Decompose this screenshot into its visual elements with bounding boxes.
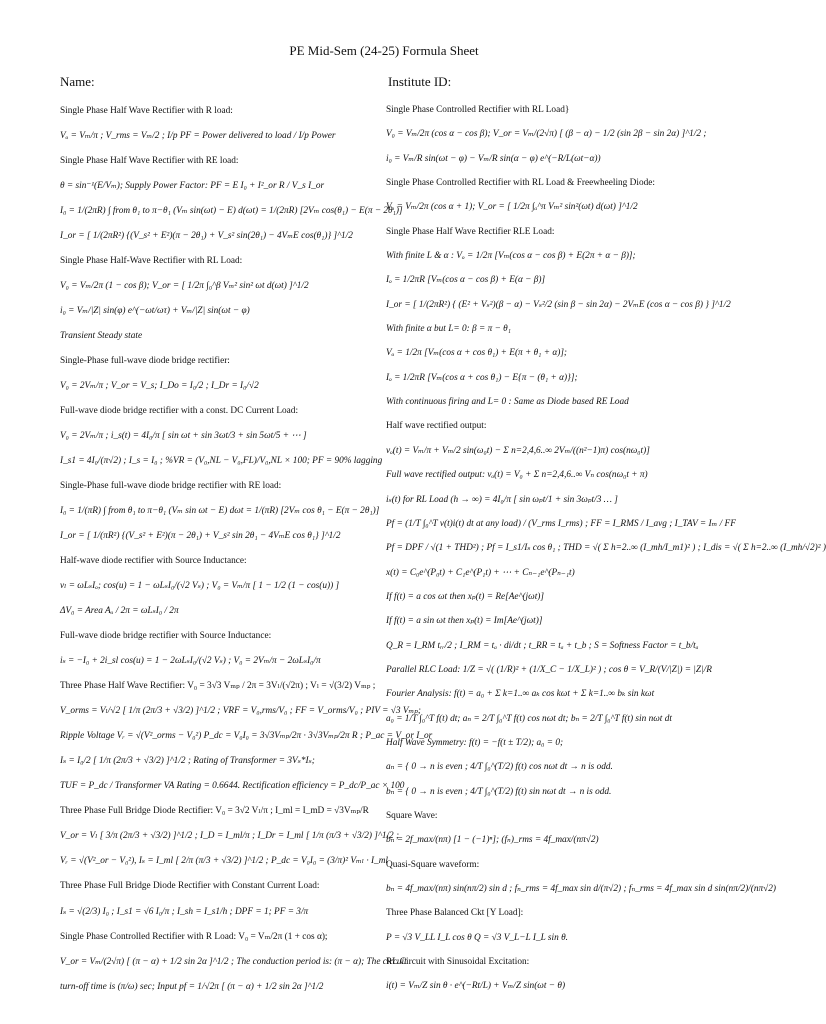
formula-line: With continuous firing and L= 0 : Same as Diode based RE Load	[386, 397, 629, 408]
section-heading: Full-wave diode bridge rectifier with a const. DC Current Load:	[60, 406, 299, 417]
section-heading: Square Wave:	[386, 810, 438, 821]
formula-line: Iₒ = 1/2πR [Vₘ(cos α + cos θ₁) − E{π − (θ₁ + α)}];	[386, 372, 578, 383]
formula-line: TUF = P_dc / Transformer VA Rating = 0.6644. Rectification efficiency = P_dc/P_ac × 100	[60, 781, 405, 792]
formula-line: Iₛ = I₀/2 [ 1/π (2π/3 + √3/2) ]^1/2 ; Rating of Transformer = 3Vₛ*Iₛ;	[60, 756, 315, 767]
section-heading: Three Phase Full Bridge Diode Rectifier with Constant Current Load:	[60, 881, 320, 892]
formula-line: bₙ = { 0 → n is even ; 4/T ∫₀^(T/2) f(t) sin nωt dt → n is odd.	[386, 786, 612, 797]
formula-line: iₛ = −I₀ + 2i_sl cos(u) = 1 − 2ωLₛI₀/(√2 Vₛ) ; V₀ = 2Vₘ/π − 2ωLₛI₀/π	[60, 656, 321, 667]
section-heading: Three Phase Balanced Ckt [Y Load]:	[386, 908, 524, 919]
formula-line: bₙ = 4f_max/(nπ) sin(nπ/2) sin d ; fₙ_rms = 4f_max sin d/(π√2) ; fₙ_rms = 4f_max sin d sin(nπ/2)/(nπ√2)	[386, 884, 777, 894]
formula-line: V₀ = 2Vₘ/π ; i_s(t) = 4I₀/π [ sin ωt + sin 3ωt/3 + sin 5ωt/5 + ⋯ ]	[60, 431, 307, 442]
formula-line: θ = sin⁻¹(E/Vₘ); Supply Power Factor: PF = E I₀ + I²_or R / V_s I_or	[60, 181, 325, 192]
section-heading: Single Phase Half Wave Rectifier RLE Load:	[386, 226, 555, 237]
formula-line: Full wave rectified output: vₒ(t) = V₀ + Σ n=2,4,6..∞ Vₙ cos(nω₀t + π)	[386, 470, 648, 481]
section-heading: Full-wave diode bridge rectifier with Source Inductance:	[60, 631, 272, 642]
section-heading: Three Phase Half Wave Rectifier: V₀ = 3√3 Vₘₚ / 2π = 3Vₗ/(√2π) ; Vₗ = √(3/2) Vₘₚ ;	[60, 681, 376, 692]
section-heading: Single Phase Half Wave Rectifier with R load:	[60, 106, 233, 116]
section-heading: Single Phase Half Wave Rectifier with RE load:	[60, 156, 239, 167]
formula-line: turn-off time is (π/ω) sec; Input pf = 1/√2π [ (π − α) + 1/2 sin 2α ]^1/2	[60, 981, 324, 992]
formula-line: x(t) = C₀e^(P₀t) + C₁e^(P₁t) + ⋯ + Cₙ₋₁e^(Pₙ₋₁t)	[386, 567, 575, 578]
formula-line: Parallel RLC Load: 1/Z = √( (1/R)² + (1/X_C − 1/X_L)² ) ; cos θ = V_R/(V/|Z|) = |Z|/R	[386, 664, 712, 675]
formula-line: aₙ = { 0 → n is even ; 4/T ∫₀^(T/2) f(t) cos nωt dt → n is odd.	[386, 762, 613, 773]
section-heading: Three Phase Full Bridge Diode Rectifier: V₀ = 3√2 Vₗ/π ; I_ml = I_mD = √3Vₘₚ/R	[60, 806, 369, 817]
name-label: Name:	[60, 74, 95, 89]
section-heading: Single-Phase full-wave diode bridge rectifier:	[60, 356, 230, 367]
formula-line: i(t) = Vₘ/Z sin θ · e^(−Rt/L) + Vₘ/Z sin(ωt − θ)	[386, 981, 566, 992]
formula-line: I_s1 = 4I₀/(π√2) ; I_s = I₀ ; %VR = (V₀,NL − V₀,FL)/V₀,NL × 100; PF = 90% lagging	[60, 456, 383, 467]
section-heading: Single Phase Half-Wave Rectifier with RL Load:	[60, 256, 243, 267]
section-heading: RL Circuit with Sinusoidal Excitation:	[386, 957, 530, 968]
formula-line: If f(t) = a sin ωt then xₚ(t) = Im[Ae^(jωt)]	[386, 616, 543, 627]
formula-line: Vₒ = 1/2π [Vₘ(cos α + cos θ₁) + E(π + θ₁ + α)];	[386, 348, 568, 359]
formula-line: Pf = DPF / √(1 + THD²) ; Pf = I_s1/Iₛ cos θ₁ ; THD = √( Σ h=2..∞ (I_mh/I_m1)² ) ; I_dis = √( Σ h=2..∞ (I_mh/√2)² )	[386, 543, 826, 554]
formula-line: Vᵣ = √(V²_or − V₀²), Iₛ = I_ml [ 2/π (π/3 + √3/2) ]^1/2 ; P_dc = V₀I₀ = (3/π)² Vₘₗ · I_ml	[60, 856, 389, 867]
formula-line: ΔV₀ = Area Aᵤ / 2π = ωLₛI₀ / 2π	[60, 606, 179, 617]
page-title: PE Mid-Sem (24-25) Formula Sheet	[289, 43, 479, 58]
formula-line: V₀ = Vₘ/2π (1 − cos β); V_or = [ 1/2π ∫₀^β Vₘ² sin² ωt d(ωt) ]^1/2	[60, 281, 309, 292]
formula-line: i₀ = Vₘ/R sin(ωt − φ) − Vₘ/R sin(α − φ) e^(−R/L(ωt−α))	[386, 153, 601, 164]
formula-line: Fourier Analysis: f(t) = a₀ + Σ k=1..∞ aₖ cos kωt + Σ k=1..∞ bₖ sin kωt	[386, 689, 655, 700]
section-heading: Half wave rectified output:	[386, 421, 487, 432]
formula-line: Iₒ = 1/2πR [Vₘ(cos α − cos β) + E(α − β)]	[386, 275, 546, 286]
formula-line: Vₒ = Vₘ/2π (cos α + 1); V_or = [ 1/2π ∫ₐ^π Vₘ² sin²(ωt) d(ωt) ]^1/2	[386, 202, 638, 213]
section-heading: Single Phase Controlled Rectifier with RL Load & Freewheeling Diode:	[386, 178, 655, 189]
formula-line: P = √3 V_LL I_L cos θ Q = √3 V_L−L I_L sin θ.	[386, 932, 568, 943]
formula-line: bₙ = 2f_max/(nπ) [1 − (−1)ⁿ]; (fₙ)_rms = 4f_max/(nπ√2)	[386, 835, 599, 846]
formula-line: Transient Steady state	[60, 331, 143, 342]
formula-line: vₗ = ωLₛIₒ; cos(u) = 1 − ωLₛI₀/(√2 Vₛ) ; V₀ = Vₘ/π [ 1 − 1/2 (1 − cos(u)) ]	[60, 581, 340, 592]
formula-line: Iₛ = √(2/3) I₀ ; I_s1 = √6 I₀/π ; I_sh = I_s1/h ; DPF = 1; PF = 3/π	[60, 906, 309, 917]
formula-line: I_or = [ 1/(πR²) {(V_s² + E²)(π − 2θ₁) + V_s² sin 2θ₁ − 4VₘE cos θ₁} ]^1/2	[60, 531, 341, 542]
formula-line: V_orms = Vₗ/√2 [ 1/π (2π/3 + √3/2) ]^1/2 ; VRF = V₀,rms/V₀ ; FF = V_orms/V₀ ; PIV = √3 Vₘₚ;	[60, 706, 422, 717]
formula-line: I_or = [ 1/(2πR²) { (E² + Vₛ²)(β − α) − Vₛ²/2 (sin β − sin 2α) − 2VₘE (cos α − cos β) } ]^1/2	[386, 299, 731, 310]
formula-line: i₀ = Vₘ/|Z| sin(φ) e^(−ωt/ωτ) + Vₘ/|Z| sin(ωt − φ)	[60, 306, 250, 317]
formula-line: V₀ = 2Vₘ/π ; V_or = V_s; I_Do = I₀/2 ; I_Dr = I₀/√2	[60, 381, 259, 392]
section-heading: Single Phase Controlled Rectifier with RL Load}	[386, 105, 570, 115]
formula-line: a₀ = 1/T ∫₀^T f(t) dt; aₙ = 2/T ∫₀^T f(t) cos nωt dt; bₙ = 2/T ∫₀^T f(t) sin nωt dt	[386, 713, 672, 724]
formula-line: Vₒ = Vₘ/π ; V_rms = Vₘ/2 ; I/p PF = Power delivered to load / I/p Power	[60, 131, 336, 142]
right-column	[386, 99, 826, 1000]
section-heading: Quasi-Square waveform:	[386, 859, 480, 870]
formula-line: With finite α but L= 0: β = π − θ₁	[386, 324, 511, 335]
formula-line: vₒ(t) = Vₘ/π + Vₘ/2 sin(ω₀t) − Σ n=2,4,6..∞ 2Vₘ/((n²−1)π) cos(nω₀t)]	[386, 445, 650, 456]
formula-line: iₛ(t) for RL Load (h → ∞) = 4I₀/π [ sin ωₚt/1 + sin 3ωₚt/3 … ]	[386, 494, 618, 505]
formula-line: V_or = Vₘ/(2√π) [ (π − α) + 1/2 sin 2α ]^1/2 ; The conduction period is: (π − α); The circuit	[60, 956, 407, 967]
formula-line: I₀ = 1/(2πR) ∫ from θ₁ to π−θ₁ (Vₘ sin(ωt) − E) d(ωt) = 1/(2πR) [2Vₘ cos(θ₁) − E(π − 2θ₁)]	[60, 206, 403, 217]
formula-line: Half Wave Symmetry: f(t) = −f(t ± T/2); a₀ = 0;	[386, 737, 564, 748]
formula-line: Q_R = I_RM tᵣᵣ/2 ; I_RM = tₐ · di/dt ; t_RR = tₐ + t_b ; S = Softness Factor = t_b/tₐ	[386, 640, 699, 651]
formula-line: I₀ = 1/(πR) ∫ from θ₁ to π−θ₁ (Vₘ sin ωt − E) dωt = 1/(πR) [2Vₘ cos θ₁ − E(π − 2θ₁)]	[60, 506, 380, 517]
formula-line: Ripple Voltage Vᵣ = √(V²_orms − V₀²) P_dc = V₀I₀ = 3√3Vₘₚ/2π · 3√3Vₘₚ/2π R ; P_ac = V_or I_or	[60, 731, 433, 742]
formula-line: V_or = Vₗ [ 3/π (2π/3 + √3/2) ]^1/2 ; I_D = I_ml/π ; I_Dr = I_ml [ 1/π (π/3 + √3/2) ]^1/2 ;	[60, 831, 400, 842]
formula-line: If f(t) = a cos ωt then xₚ(t) = Re[Ae^(jωt)]	[386, 591, 545, 602]
formula-line: Pf = (1/T ∫₀^T v(t)i(t) dt at any load) / (V_rms I_rms) ; FF = I_RMS / I_avg ; I_TAV = Iₘ / FF	[386, 518, 736, 529]
header-fields	[60, 74, 742, 90]
formula-line: With finite L & α : Vₒ = 1/2π [Vₘ(cos α − cos β) + E(2π + α − β)];	[386, 251, 636, 262]
institute-id-label: Institute ID:	[388, 74, 452, 89]
section-heading: Single-Phase full-wave diode bridge rectifier with RE load:	[60, 481, 282, 492]
section-heading: Single Phase Controlled Rectifier with R Load: V₀ = Vₘ/2π (1 + cos α);	[60, 931, 328, 942]
formula-line: V₀ = Vₘ/2π (cos α − cos β); V_or = Vₘ/(2√π) [ (β − α) − 1/2 (sin 2β − sin 2α) ]^1/2 ;	[386, 129, 707, 140]
section-heading: Half-wave diode rectifier with Source Inductance:	[60, 556, 247, 567]
formula-line: I_or = [ 1/(2πR²) {(V_s² + E²)(π − 2θ₁) + V_s² sin(2θ₁) − 4VₘE cos(θ₁)} ]^1/2	[60, 231, 353, 242]
